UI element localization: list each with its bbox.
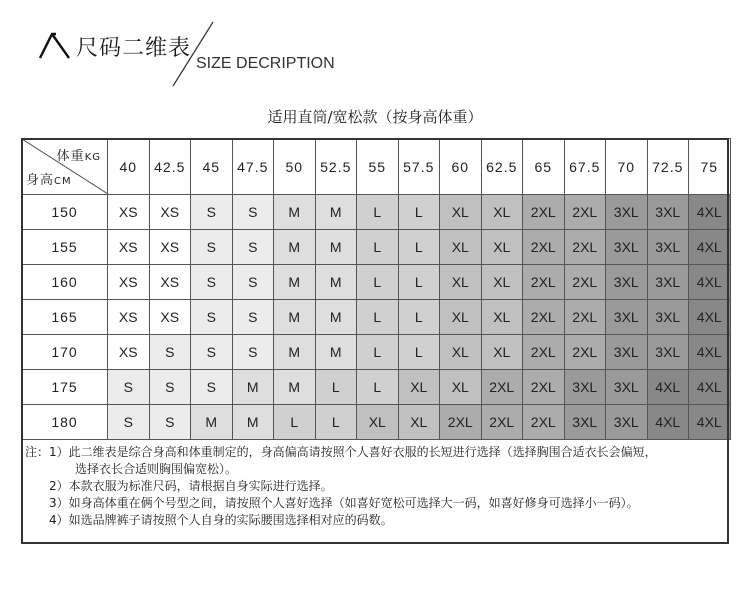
size-cell: 4XL xyxy=(647,370,689,405)
weight-header-cell: 55 xyxy=(357,139,399,195)
weight-header-cell: 65 xyxy=(523,139,565,195)
size-cell: XS xyxy=(149,265,191,300)
size-cell: S xyxy=(149,335,191,370)
size-cell: 3XL xyxy=(606,370,648,405)
size-cell: XS xyxy=(108,195,150,230)
size-cell: L xyxy=(357,370,399,405)
size-cell: XL xyxy=(440,335,482,370)
size-cell: XS xyxy=(149,195,191,230)
title-english: SIZE DECRIPTION xyxy=(196,55,335,72)
size-cell: L xyxy=(398,230,440,265)
note-line: 注：1）此二维表是综合身高和体重制定的，身高偏高请按照个人喜好衣服的长短进行选择（选择胸围合适衣长会偏短， xyxy=(25,445,657,459)
size-cell: S xyxy=(149,370,191,405)
size-cell: M xyxy=(315,300,357,335)
weight-header-cell: 60 xyxy=(440,139,482,195)
size-cell: 2XL xyxy=(523,265,565,300)
size-cell: 4XL xyxy=(689,335,731,370)
corner-weight-label: 体重KG xyxy=(56,149,101,164)
size-cell: S xyxy=(191,370,233,405)
size-cell: L xyxy=(357,300,399,335)
size-cell: 4XL xyxy=(689,195,731,230)
logo-mark-icon xyxy=(38,30,72,60)
size-cell: XS xyxy=(108,265,150,300)
size-cell: 2XL xyxy=(564,265,606,300)
weight-header-cell: 52.5 xyxy=(315,139,357,195)
size-cell: M xyxy=(232,370,274,405)
size-cell: S xyxy=(108,405,150,440)
height-cell: 180 xyxy=(22,405,108,440)
size-cell: 3XL xyxy=(564,405,606,440)
size-cell: M xyxy=(191,405,233,440)
size-cell: L xyxy=(398,300,440,335)
size-cell: M xyxy=(274,265,316,300)
size-cell: M xyxy=(274,195,316,230)
notes-section xyxy=(25,444,729,529)
note-line: 4）如选品牌裤子请按照个人自身的实际腰围选择相对应的码数。 xyxy=(49,513,393,527)
weight-header-cell: 42.5 xyxy=(149,139,191,195)
size-cell: XS xyxy=(108,230,150,265)
size-cell: L xyxy=(357,265,399,300)
size-cell: 3XL xyxy=(606,405,648,440)
size-cell: L xyxy=(398,195,440,230)
weight-header-cell: 70 xyxy=(606,139,648,195)
title-chinese: 尺码二维表 xyxy=(76,36,192,61)
weight-header-cell: 47.5 xyxy=(232,139,274,195)
weight-header-cell: 67.5 xyxy=(564,139,606,195)
size-cell: M xyxy=(274,300,316,335)
size-cell: XL xyxy=(440,195,482,230)
size-cell: 3XL xyxy=(647,230,689,265)
size-cell: 2XL xyxy=(523,335,565,370)
note-line: 选择衣长合适则胸围偏宽松）。 xyxy=(75,462,238,476)
size-cell: XS xyxy=(108,335,150,370)
weight-header-cell: 50 xyxy=(274,139,316,195)
size-cell: S xyxy=(232,335,274,370)
size-cell: L xyxy=(315,405,357,440)
size-cell: 3XL xyxy=(606,335,648,370)
size-cell: XL xyxy=(440,300,482,335)
size-cell: 3XL xyxy=(606,300,648,335)
size-cell: XL xyxy=(481,230,523,265)
size-cell: 4XL xyxy=(689,265,731,300)
size-cell: 2XL xyxy=(564,335,606,370)
size-cell: L xyxy=(398,265,440,300)
size-cell: S xyxy=(149,405,191,440)
weight-header-cell: 72.5 xyxy=(647,139,689,195)
size-cell: 2XL xyxy=(523,300,565,335)
size-cell: 3XL xyxy=(606,230,648,265)
size-cell: 3XL xyxy=(606,195,648,230)
size-cell: S xyxy=(108,370,150,405)
size-cell: 2XL xyxy=(523,405,565,440)
size-cell: L xyxy=(357,195,399,230)
table-caption: 适用直筒/宽松款（按身高体重） xyxy=(267,108,483,126)
size-cell: 2XL xyxy=(564,300,606,335)
size-cell: M xyxy=(274,230,316,265)
size-cell: XL xyxy=(481,195,523,230)
size-cell: S xyxy=(232,300,274,335)
weight-header-cell: 75 xyxy=(689,139,731,195)
size-cell: 3XL xyxy=(606,265,648,300)
size-cell: 4XL xyxy=(689,230,731,265)
size-cell: S xyxy=(232,265,274,300)
size-cell: M xyxy=(232,405,274,440)
size-cell: 3XL xyxy=(647,265,689,300)
size-cell: 2XL xyxy=(564,195,606,230)
size-cell: S xyxy=(191,265,233,300)
height-cell: 150 xyxy=(22,195,108,230)
size-cell: S xyxy=(191,300,233,335)
size-cell: XL xyxy=(440,265,482,300)
size-cell: XL xyxy=(440,370,482,405)
size-cell: M xyxy=(315,335,357,370)
size-cell: XL xyxy=(481,300,523,335)
size-cell: S xyxy=(232,195,274,230)
height-cell: 165 xyxy=(22,300,108,335)
size-cell: L xyxy=(398,335,440,370)
size-cell: XL xyxy=(481,335,523,370)
size-cell: 2XL xyxy=(523,195,565,230)
size-cell: 4XL xyxy=(689,405,731,440)
size-cell: M xyxy=(315,230,357,265)
size-cell: S xyxy=(191,195,233,230)
weight-header-cell: 57.5 xyxy=(398,139,440,195)
size-cell: S xyxy=(191,335,233,370)
size-cell: XS xyxy=(149,300,191,335)
height-cell: 160 xyxy=(22,265,108,300)
weight-header-cell: 40 xyxy=(108,139,150,195)
size-cell: 2XL xyxy=(523,370,565,405)
height-cell: 170 xyxy=(22,335,108,370)
size-cell: XL xyxy=(357,405,399,440)
size-cell: L xyxy=(274,405,316,440)
note-line: 3）如身高体重在俩个号型之间，请按照个人喜好选择（如喜好宽松可选择大一码，如喜好修身可选择小一码）。 xyxy=(49,496,639,510)
size-cell: M xyxy=(315,195,357,230)
size-cell: 2XL xyxy=(481,405,523,440)
size-cell: 4XL xyxy=(689,300,731,335)
size-cell: 3XL xyxy=(647,195,689,230)
size-cell: XS xyxy=(149,230,191,265)
size-cell: 2XL xyxy=(564,230,606,265)
size-cell: 2XL xyxy=(481,370,523,405)
size-cell: XL xyxy=(398,405,440,440)
height-cell: 175 xyxy=(22,370,108,405)
size-cell: 4XL xyxy=(647,405,689,440)
size-cell: 2XL xyxy=(523,230,565,265)
weight-header-cell: 45 xyxy=(191,139,233,195)
size-cell: M xyxy=(274,370,316,405)
size-cell: L xyxy=(315,370,357,405)
size-cell: 2XL xyxy=(440,405,482,440)
corner-height-label: 身高CM xyxy=(26,173,72,188)
size-cell: XS xyxy=(108,300,150,335)
size-cell: L xyxy=(357,335,399,370)
size-cell: S xyxy=(191,230,233,265)
size-cell: 4XL xyxy=(689,370,731,405)
size-cell: XL xyxy=(481,265,523,300)
size-cell: M xyxy=(274,335,316,370)
height-cell: 155 xyxy=(22,230,108,265)
page-header xyxy=(0,0,750,95)
size-cell: 3XL xyxy=(647,335,689,370)
size-cell: 3XL xyxy=(647,300,689,335)
size-cell: 3XL xyxy=(564,370,606,405)
size-cell: XL xyxy=(398,370,440,405)
weight-header-cell: 62.5 xyxy=(481,139,523,195)
size-cell: L xyxy=(357,230,399,265)
size-cell: XL xyxy=(440,230,482,265)
note-line: 2）本款衣服为标准尺码，请根据自身实际进行选择。 xyxy=(49,479,333,493)
size-cell: M xyxy=(315,265,357,300)
size-cell: S xyxy=(232,230,274,265)
